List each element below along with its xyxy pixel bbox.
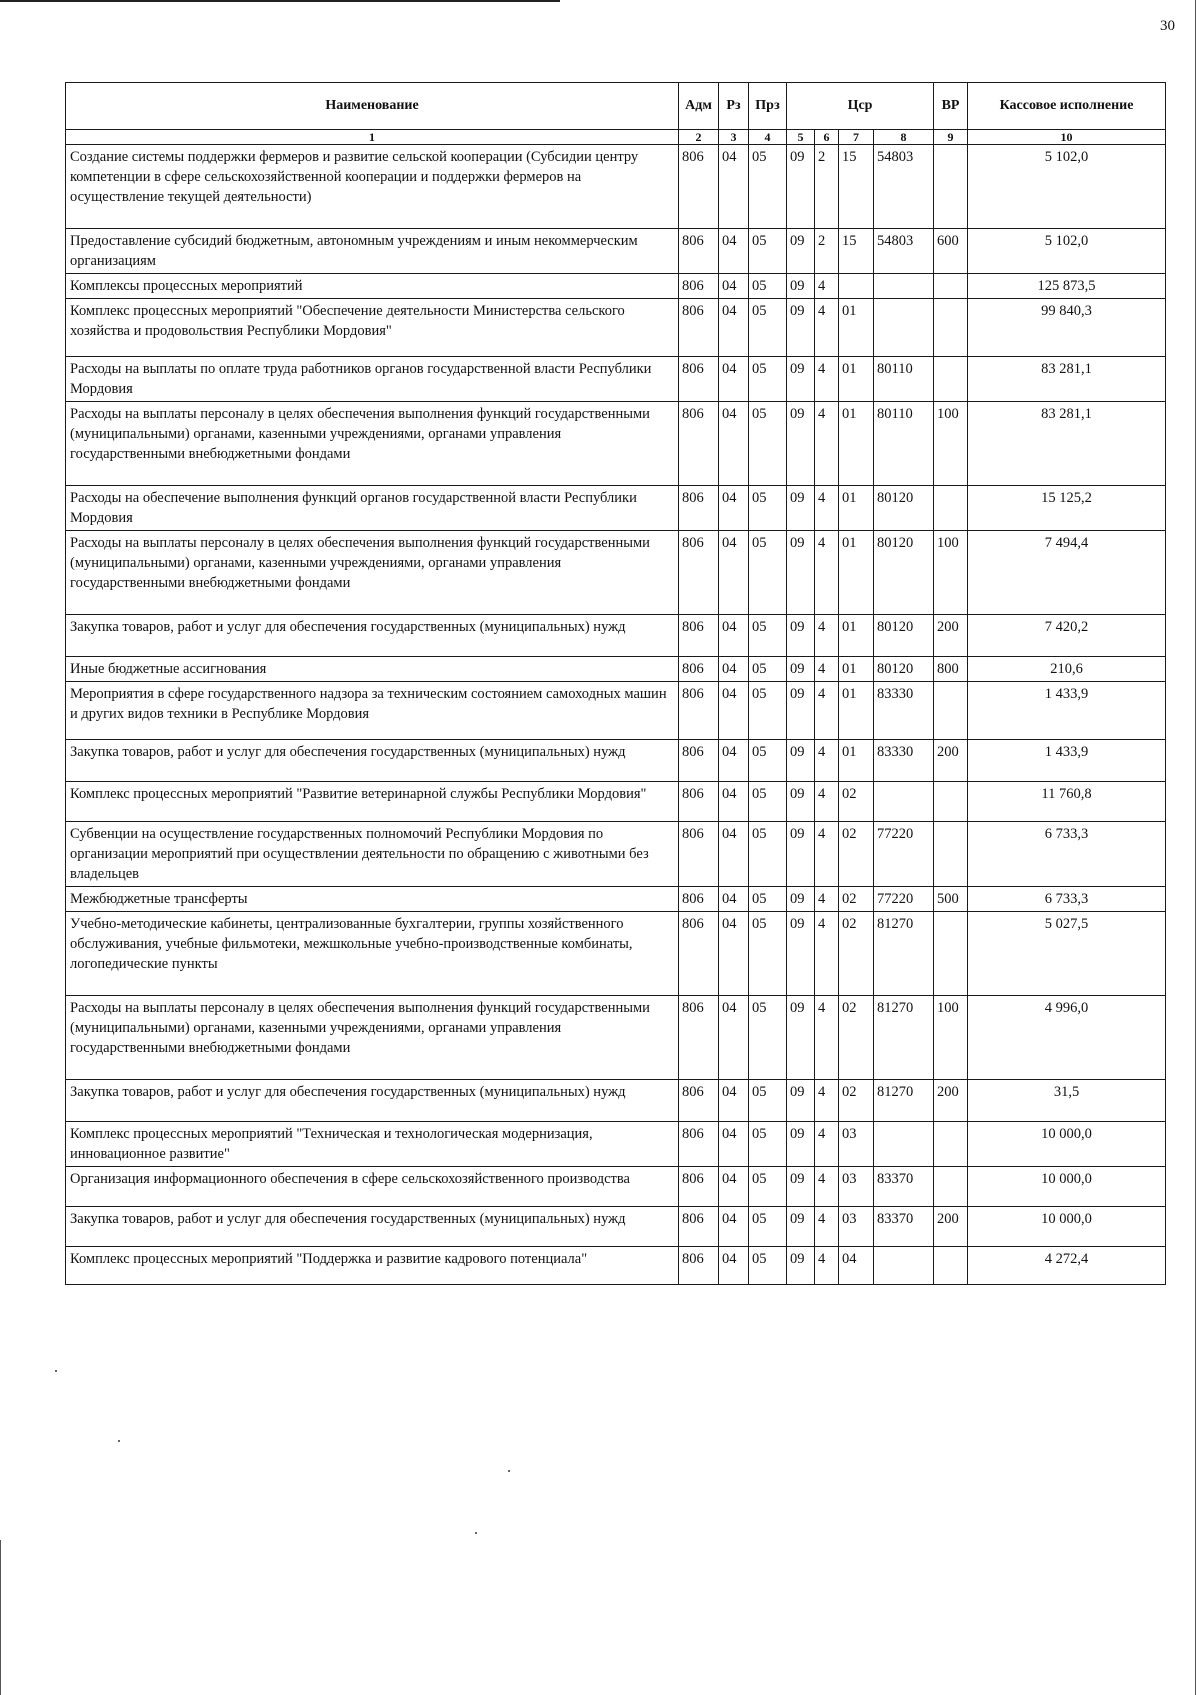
row-adm: 806 (679, 912, 719, 996)
row-vr: 100 (934, 996, 968, 1080)
row-vr (934, 486, 968, 531)
row-csr-type: 4 (815, 357, 839, 402)
table-row (66, 615, 1166, 657)
row-adm: 806 (679, 274, 719, 299)
row-rz: 04 (719, 740, 749, 782)
column-number: 3 (719, 130, 749, 145)
row-vr (934, 912, 968, 996)
row-rz: 04 (719, 274, 749, 299)
row-name: Расходы на выплаты персоналу в целях обеспечения выполнения функций государственными (муниципальными) органами, казенными учреждениями, органами управления государственными внебюджетными фондами (66, 402, 679, 486)
row-csr-direction: 81270 (874, 1080, 934, 1122)
row-prz: 05 (749, 1207, 787, 1247)
row-csr-structural: 03 (839, 1207, 874, 1247)
row-adm: 806 (679, 402, 719, 486)
row-rz: 04 (719, 1207, 749, 1247)
column-number: 8 (874, 130, 934, 145)
table-body (66, 145, 1166, 1285)
row-amount: 6 733,3 (968, 887, 1166, 912)
row-csr-program: 09 (787, 740, 815, 782)
row-rz: 04 (719, 486, 749, 531)
row-csr-program: 09 (787, 145, 815, 229)
row-prz: 05 (749, 357, 787, 402)
row-csr-type: 4 (815, 1122, 839, 1167)
row-csr-program: 09 (787, 274, 815, 299)
row-csr-type: 4 (815, 531, 839, 615)
row-amount: 1 433,9 (968, 740, 1166, 782)
row-csr-type: 4 (815, 299, 839, 357)
table-row (66, 782, 1166, 822)
row-csr-structural: 01 (839, 740, 874, 782)
row-csr-structural: 01 (839, 615, 874, 657)
row-amount: 125 873,5 (968, 274, 1166, 299)
scan-border-right (1195, 0, 1196, 1695)
row-csr-structural: 01 (839, 682, 874, 740)
row-csr-program: 09 (787, 1080, 815, 1122)
row-prz: 05 (749, 1080, 787, 1122)
row-name: Субвенции на осуществление государственных полномочий Республики Мордовия по организации мероприятий при осуществлении деятельности по обращению с животными без владельцев (66, 822, 679, 887)
row-rz: 04 (719, 615, 749, 657)
row-amount: 5 102,0 (968, 229, 1166, 274)
row-vr (934, 1247, 968, 1285)
row-vr: 800 (934, 657, 968, 682)
row-adm: 806 (679, 615, 719, 657)
row-rz: 04 (719, 912, 749, 996)
row-csr-type: 4 (815, 402, 839, 486)
row-rz: 04 (719, 682, 749, 740)
row-csr-direction: 81270 (874, 996, 934, 1080)
row-csr-direction: 80120 (874, 657, 934, 682)
row-amount: 7 494,4 (968, 531, 1166, 615)
row-csr-direction: 77220 (874, 887, 934, 912)
row-adm: 806 (679, 145, 719, 229)
row-name: Расходы на выплаты по оплате труда работников органов государственной власти Республики Мордовия (66, 357, 679, 402)
table-row (66, 740, 1166, 782)
column-number: 7 (839, 130, 874, 145)
table-row (66, 912, 1166, 996)
table-row (66, 145, 1166, 229)
row-csr-structural: 02 (839, 782, 874, 822)
row-prz: 05 (749, 887, 787, 912)
row-csr-type: 4 (815, 822, 839, 887)
row-amount: 10 000,0 (968, 1167, 1166, 1207)
table-row (66, 357, 1166, 402)
row-amount: 99 840,3 (968, 299, 1166, 357)
row-csr-structural: 01 (839, 531, 874, 615)
row-adm: 806 (679, 531, 719, 615)
row-prz: 05 (749, 782, 787, 822)
column-number: 4 (749, 130, 787, 145)
row-csr-direction (874, 1122, 934, 1167)
row-adm: 806 (679, 229, 719, 274)
row-csr-program: 09 (787, 657, 815, 682)
table-row (66, 299, 1166, 357)
table-row (66, 996, 1166, 1080)
row-csr-direction: 83370 (874, 1207, 934, 1247)
row-csr-structural: 01 (839, 486, 874, 531)
row-vr (934, 1167, 968, 1207)
row-name: Мероприятия в сфере государственного надзора за техническим состоянием самоходных машин и других видов техники в Республике Мордовия (66, 682, 679, 740)
row-prz: 05 (749, 822, 787, 887)
row-csr-type: 4 (815, 740, 839, 782)
row-prz: 05 (749, 615, 787, 657)
table-row (66, 1207, 1166, 1247)
row-prz: 05 (749, 229, 787, 274)
header-cash-execution: Кассовое исполнение (968, 83, 1166, 130)
row-csr-type: 4 (815, 782, 839, 822)
row-prz: 05 (749, 531, 787, 615)
table-header-row (66, 83, 1166, 130)
column-number: 5 (787, 130, 815, 145)
row-csr-program: 09 (787, 1167, 815, 1207)
row-vr (934, 782, 968, 822)
row-adm: 806 (679, 1207, 719, 1247)
row-csr-program: 09 (787, 1247, 815, 1285)
row-csr-structural: 02 (839, 822, 874, 887)
header-name: Наименование (66, 83, 679, 130)
row-name: Учебно-методические кабинеты, централизованные бухгалтерии, группы хозяйственного обслуживания, учебные фильмотеки, межшкольные учебно-производственные комбинаты, логопедические пункты (66, 912, 679, 996)
row-name: Расходы на выплаты персоналу в целях обеспечения выполнения функций государственными (муниципальными) органами, казенными учреждениями, органами управления государственными внебюджетными фондами (66, 531, 679, 615)
table-row (66, 531, 1166, 615)
row-csr-type: 4 (815, 1247, 839, 1285)
header-vr: ВР (934, 83, 968, 130)
row-prz: 05 (749, 486, 787, 531)
row-prz: 05 (749, 682, 787, 740)
row-rz: 04 (719, 357, 749, 402)
row-csr-direction: 54803 (874, 229, 934, 274)
table-row (66, 1080, 1166, 1122)
row-csr-direction: 54803 (874, 145, 934, 229)
row-csr-structural: 01 (839, 402, 874, 486)
row-rz: 04 (719, 145, 749, 229)
page-number: 30 (1160, 18, 1175, 34)
row-rz: 04 (719, 531, 749, 615)
row-csr-program: 09 (787, 1122, 815, 1167)
row-csr-program: 09 (787, 299, 815, 357)
row-csr-type: 2 (815, 229, 839, 274)
scan-speck (508, 1470, 510, 1472)
scan-border-left (0, 1540, 1, 1695)
row-csr-direction: 80110 (874, 402, 934, 486)
row-prz: 05 (749, 740, 787, 782)
row-rz: 04 (719, 1080, 749, 1122)
row-csr-program: 09 (787, 531, 815, 615)
table-row (66, 402, 1166, 486)
row-csr-direction: 80110 (874, 357, 934, 402)
row-vr (934, 822, 968, 887)
header-csr: Цср (787, 83, 934, 130)
row-csr-direction: 83370 (874, 1167, 934, 1207)
row-amount: 7 420,2 (968, 615, 1166, 657)
table-row (66, 1167, 1166, 1207)
row-csr-direction: 81270 (874, 912, 934, 996)
row-vr: 200 (934, 1207, 968, 1247)
column-number: 6 (815, 130, 839, 145)
row-csr-structural: 15 (839, 145, 874, 229)
row-amount: 10 000,0 (968, 1207, 1166, 1247)
row-name: Предоставление субсидий бюджетным, автономным учреждениям и иным некоммерческим организациям (66, 229, 679, 274)
row-name: Создание системы поддержки фермеров и развитие сельской кооперации (Субсидии центру компетенции в сфере сельскохозяйственной кооперации и поддержки фермеров на осуществление текущей деятельности) (66, 145, 679, 229)
row-prz: 05 (749, 274, 787, 299)
row-csr-program: 09 (787, 615, 815, 657)
row-prz: 05 (749, 1167, 787, 1207)
row-vr (934, 299, 968, 357)
row-prz: 05 (749, 1122, 787, 1167)
row-amount: 83 281,1 (968, 357, 1166, 402)
row-adm: 806 (679, 1122, 719, 1167)
row-rz: 04 (719, 229, 749, 274)
row-rz: 04 (719, 1247, 749, 1285)
table-row (66, 229, 1166, 274)
row-name: Закупка товаров, работ и услуг для обеспечения государственных (муниципальных) нужд (66, 740, 679, 782)
row-csr-structural: 01 (839, 357, 874, 402)
row-vr: 200 (934, 1080, 968, 1122)
row-amount: 1 433,9 (968, 682, 1166, 740)
table-row (66, 1247, 1166, 1285)
row-csr-program: 09 (787, 402, 815, 486)
row-csr-type: 4 (815, 486, 839, 531)
row-csr-structural: 01 (839, 299, 874, 357)
row-csr-structural: 02 (839, 1080, 874, 1122)
row-csr-program: 09 (787, 1207, 815, 1247)
scan-speck (55, 1370, 57, 1372)
row-vr: 200 (934, 740, 968, 782)
row-amount: 210,6 (968, 657, 1166, 682)
row-csr-structural: 02 (839, 887, 874, 912)
row-name: Комплекс процессных мероприятий "Поддержка и развитие кадрового потенциала" (66, 1247, 679, 1285)
row-csr-program: 09 (787, 887, 815, 912)
row-csr-direction (874, 299, 934, 357)
header-adm: Адм (679, 83, 719, 130)
scan-speck (475, 1532, 477, 1534)
row-vr: 100 (934, 402, 968, 486)
row-vr (934, 357, 968, 402)
row-name: Организация информационного обеспечения в сфере сельскохозяйственного производства (66, 1167, 679, 1207)
row-rz: 04 (719, 996, 749, 1080)
row-prz: 05 (749, 657, 787, 682)
row-name: Межбюджетные трансферты (66, 887, 679, 912)
row-rz: 04 (719, 887, 749, 912)
row-csr-direction: 80120 (874, 531, 934, 615)
row-name: Комплексы процессных мероприятий (66, 274, 679, 299)
row-csr-program: 09 (787, 782, 815, 822)
row-amount: 5 102,0 (968, 145, 1166, 229)
column-number: 10 (968, 130, 1166, 145)
header-rz: Рз (719, 83, 749, 130)
row-csr-direction: 80120 (874, 615, 934, 657)
row-rz: 04 (719, 657, 749, 682)
row-csr-type: 4 (815, 274, 839, 299)
row-csr-direction: 83330 (874, 740, 934, 782)
row-prz: 05 (749, 145, 787, 229)
row-name: Расходы на выплаты персоналу в целях обеспечения выполнения функций государственными (муниципальными) органами, казенными учреждениями, органами управления государственными внебюджетными фондами (66, 996, 679, 1080)
row-rz: 04 (719, 782, 749, 822)
column-number: 1 (66, 130, 679, 145)
row-name: Комплекс процессных мероприятий "Техническая и технологическая модернизация, инновационное развитие" (66, 1122, 679, 1167)
row-amount: 4 272,4 (968, 1247, 1166, 1285)
scan-border-top (0, 0, 560, 2)
row-amount: 83 281,1 (968, 402, 1166, 486)
row-rz: 04 (719, 1167, 749, 1207)
row-csr-type: 4 (815, 657, 839, 682)
row-csr-direction: 80120 (874, 486, 934, 531)
row-csr-program: 09 (787, 996, 815, 1080)
budget-execution-table (65, 82, 1166, 1285)
row-csr-program: 09 (787, 357, 815, 402)
table-row (66, 682, 1166, 740)
row-csr-structural: 15 (839, 229, 874, 274)
row-amount: 31,5 (968, 1080, 1166, 1122)
row-csr-program: 09 (787, 822, 815, 887)
row-amount: 10 000,0 (968, 1122, 1166, 1167)
row-name: Расходы на обеспечение выполнения функций органов государственной власти Республики Мордовия (66, 486, 679, 531)
row-adm: 806 (679, 822, 719, 887)
row-vr: 600 (934, 229, 968, 274)
row-csr-type: 4 (815, 682, 839, 740)
row-name: Комплекс процессных мероприятий "Развитие ветеринарной службы Республики Мордовия" (66, 782, 679, 822)
row-csr-direction (874, 782, 934, 822)
row-amount: 4 996,0 (968, 996, 1166, 1080)
row-adm: 806 (679, 1167, 719, 1207)
row-adm: 806 (679, 682, 719, 740)
row-prz: 05 (749, 299, 787, 357)
row-csr-direction: 83330 (874, 682, 934, 740)
row-csr-structural: 02 (839, 912, 874, 996)
row-name: Комплекс процессных мероприятий "Обеспечение деятельности Министерства сельского хозяйства и продовольствия Республики Мордовия" (66, 299, 679, 357)
row-adm: 806 (679, 996, 719, 1080)
row-csr-type: 4 (815, 1167, 839, 1207)
row-csr-structural: 04 (839, 1247, 874, 1285)
row-csr-direction (874, 274, 934, 299)
row-prz: 05 (749, 1247, 787, 1285)
table-row (66, 274, 1166, 299)
row-adm: 806 (679, 740, 719, 782)
table-row (66, 486, 1166, 531)
row-csr-structural (839, 274, 874, 299)
row-rz: 04 (719, 822, 749, 887)
row-csr-type: 4 (815, 887, 839, 912)
row-vr (934, 145, 968, 229)
row-amount: 5 027,5 (968, 912, 1166, 996)
row-csr-program: 09 (787, 486, 815, 531)
row-csr-program: 09 (787, 912, 815, 996)
row-adm: 806 (679, 887, 719, 912)
row-name: Закупка товаров, работ и услуг для обеспечения государственных (муниципальных) нужд (66, 1207, 679, 1247)
row-amount: 11 760,8 (968, 782, 1166, 822)
row-adm: 806 (679, 357, 719, 402)
row-prz: 05 (749, 912, 787, 996)
row-rz: 04 (719, 402, 749, 486)
row-csr-type: 2 (815, 145, 839, 229)
row-csr-direction: 77220 (874, 822, 934, 887)
row-csr-structural: 03 (839, 1122, 874, 1167)
row-prz: 05 (749, 402, 787, 486)
row-csr-structural: 03 (839, 1167, 874, 1207)
row-csr-program: 09 (787, 229, 815, 274)
row-vr (934, 682, 968, 740)
row-csr-type: 4 (815, 912, 839, 996)
table-row (66, 1122, 1166, 1167)
row-adm: 806 (679, 299, 719, 357)
row-name: Иные бюджетные ассигнования (66, 657, 679, 682)
row-csr-direction (874, 1247, 934, 1285)
row-adm: 806 (679, 782, 719, 822)
row-csr-type: 4 (815, 996, 839, 1080)
row-amount: 15 125,2 (968, 486, 1166, 531)
row-name: Закупка товаров, работ и услуг для обеспечения государственных (муниципальных) нужд (66, 1080, 679, 1122)
row-csr-structural: 02 (839, 996, 874, 1080)
row-adm: 806 (679, 1247, 719, 1285)
header-prz: Прз (749, 83, 787, 130)
row-vr (934, 1122, 968, 1167)
table-row (66, 657, 1166, 682)
row-name: Закупка товаров, работ и услуг для обеспечения государственных (муниципальных) нужд (66, 615, 679, 657)
row-vr: 200 (934, 615, 968, 657)
row-amount: 6 733,3 (968, 822, 1166, 887)
row-csr-type: 4 (815, 615, 839, 657)
column-number: 2 (679, 130, 719, 145)
row-adm: 806 (679, 657, 719, 682)
row-csr-program: 09 (787, 682, 815, 740)
column-number-row (66, 130, 1166, 145)
scan-speck (118, 1440, 120, 1442)
row-csr-structural: 01 (839, 657, 874, 682)
row-rz: 04 (719, 1122, 749, 1167)
row-adm: 806 (679, 486, 719, 531)
row-rz: 04 (719, 299, 749, 357)
row-adm: 806 (679, 1080, 719, 1122)
row-vr (934, 274, 968, 299)
row-vr: 500 (934, 887, 968, 912)
table-row (66, 887, 1166, 912)
row-prz: 05 (749, 996, 787, 1080)
row-vr: 100 (934, 531, 968, 615)
column-number: 9 (934, 130, 968, 145)
row-csr-type: 4 (815, 1080, 839, 1122)
table-row (66, 822, 1166, 887)
row-csr-type: 4 (815, 1207, 839, 1247)
